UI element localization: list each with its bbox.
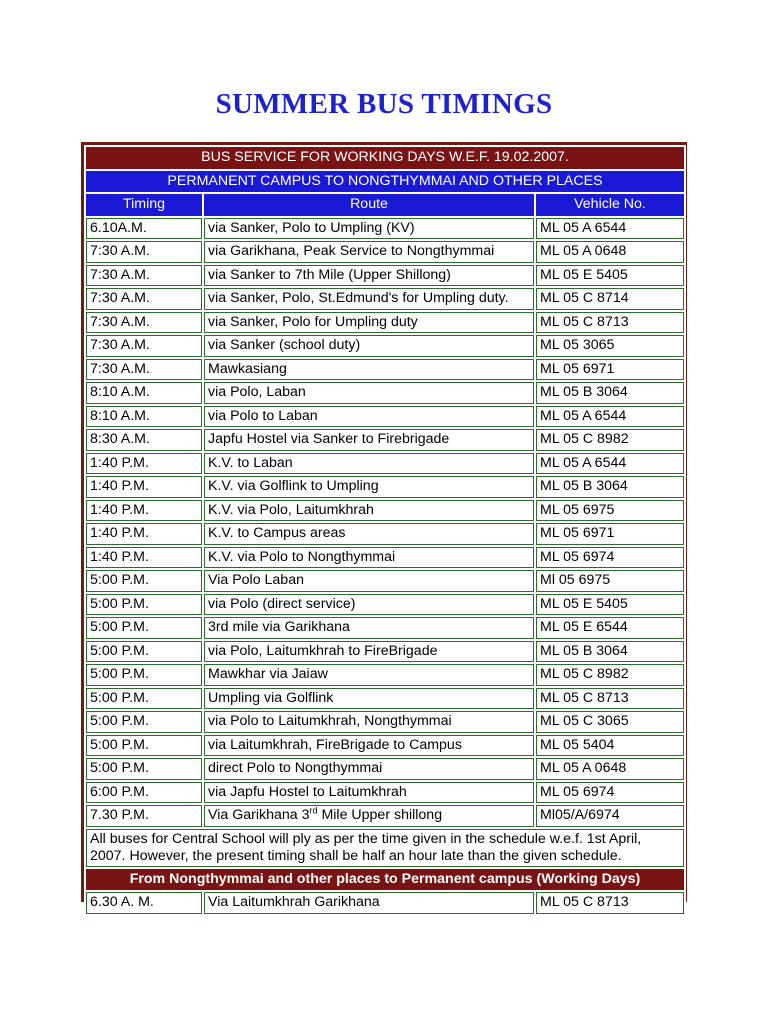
table-row [86,406,684,428]
timing-cell: 5:00 P.M. [86,641,202,663]
route-cell: via Sanker to 7th Mile (Upper Shillong) [204,265,534,287]
service-header: BUS SERVICE FOR WORKING DAYS W.E.F. 19.02.2007. [86,147,684,169]
table-row [86,523,684,545]
route-cell: K.V. via Polo, Laitumkhrah [204,500,534,522]
table-row [86,382,684,404]
vehicle-cell: ML 05 B 3064 [536,476,684,498]
timing-cell: 7.30 P.M. [86,805,202,827]
timing-cell: 5:00 P.M. [86,570,202,592]
timing-cell: 5:00 P.M. [86,617,202,639]
vehicle-cell: ML 05 A 0648 [536,241,684,263]
timing-cell: 7:30 A.M. [86,241,202,263]
route-text: Via Garikhana 3 [208,807,310,824]
vehicle-cell: ML 05 C 8982 [536,664,684,686]
route-cell: direct Polo to Nongthymmai [204,758,534,780]
table-row [86,218,684,240]
vehicle-cell: ML 05 C 3065 [536,711,684,733]
table-row [86,312,684,334]
table-row [86,711,684,733]
route-cell: via Sanker (school duty) [204,335,534,357]
timing-cell: 7:30 A.M. [86,359,202,381]
route-cell [204,805,534,827]
vehicle-cell: ML 05 C 8714 [536,288,684,310]
table-row [86,429,684,451]
table-row [86,617,684,639]
vehicle-cell: Ml05/A/6974 [536,805,684,827]
page-title: SUMMER BUS TIMINGS [215,88,553,120]
route-cell: via Polo to Laitumkhrah, Nongthymmai [204,711,534,733]
timing-cell: 7:30 A.M. [86,265,202,287]
vehicle-cell: Ml 05 6975 [536,570,684,592]
vehicle-cell: ML 05 6974 [536,782,684,804]
vehicle-cell: ML 05 C 8713 [536,688,684,710]
timing-cell: 6.30 A. M. [86,892,202,914]
timing-cell: 1:40 P.M. [86,500,202,522]
route-text: Mile Upper shillong [317,807,443,824]
timing-cell: 1:40 P.M. [86,523,202,545]
timing-cell: 7:30 A.M. [86,288,202,310]
vehicle-cell: ML 05 C 8713 [536,312,684,334]
timing-cell: 8:30 A.M. [86,429,202,451]
bus-timings-table [84,145,686,916]
route-cell: 3rd mile via Garikhana [204,617,534,639]
route-cell: Mawkhar via Jaiaw [204,664,534,686]
route-cell: Via Polo Laban [204,570,534,592]
route-cell: K.V. via Golflink to Umpling [204,476,534,498]
timing-cell: 5:00 P.M. [86,664,202,686]
table-row [86,641,684,663]
timing-cell: 1:40 P.M. [86,453,202,475]
vehicle-cell: ML 05 6974 [536,547,684,569]
table-row [86,782,684,804]
vehicle-cell: ML 05 E 5405 [536,265,684,287]
table-header-row [86,147,684,169]
timing-cell: 7:30 A.M. [86,335,202,357]
table-row [86,594,684,616]
route-cell: via Sanker, Polo, St.Edmund's for Umpling duty. [204,288,534,310]
vehicle-cell: ML 05 6971 [536,359,684,381]
timing-cell: 5:00 P.M. [86,711,202,733]
route-cell: Mawkasiang [204,359,534,381]
column-header-route: Route [204,194,534,216]
timing-cell: 7:30 A.M. [86,312,202,334]
table-row [86,359,684,381]
vehicle-cell: ML 05 6971 [536,523,684,545]
schedule-note: All buses for Central School will ply as per the time given in the schedule w.e.f. 1st April, 2007. However, the present timing shall be half an hour late than the given schedule. [86,829,684,867]
timing-cell: 5:00 P.M. [86,735,202,757]
route-cell: K.V. via Polo to Nongthymmai [204,547,534,569]
timing-cell: 5:00 P.M. [86,688,202,710]
vehicle-cell: ML 05 A 0648 [536,758,684,780]
direction-header: PERMANENT CAMPUS TO NONGTHYMMAI AND OTHER PLACES [86,171,684,193]
vehicle-cell: ML 05 A 6544 [536,453,684,475]
route-cell: via Sanker, Polo for Umpling duty [204,312,534,334]
table-row [86,570,684,592]
column-header-vehicle: Vehicle No. [536,194,684,216]
vehicle-cell: ML 05 C 8713 [536,892,684,914]
vehicle-cell: ML 05 C 8982 [536,429,684,451]
timing-cell: 5:00 P.M. [86,758,202,780]
table-row [86,892,684,914]
route-cell: K.V. to Laban [204,453,534,475]
table-row [86,335,684,357]
vehicle-cell: ML 05 E 6544 [536,617,684,639]
route-cell: via Laitumkhrah, FireBrigade to Campus [204,735,534,757]
vehicle-cell: ML 05 B 3064 [536,382,684,404]
timing-cell: 1:40 P.M. [86,476,202,498]
table-row [86,547,684,569]
table-row [86,758,684,780]
ordinal-suffix: rd [309,805,318,816]
timing-cell: 5:00 P.M. [86,594,202,616]
route-cell: K.V. to Campus areas [204,523,534,545]
vehicle-cell: ML 05 A 6544 [536,406,684,428]
route-cell: via Sanker, Polo to Umpling (KV) [204,218,534,240]
return-direction-header: From Nongthymmai and other places to Permanent campus (Working Days) [86,869,684,891]
note-row [86,829,684,867]
timing-cell: 8:10 A.M. [86,406,202,428]
table-row [86,688,684,710]
vehicle-cell: ML 05 3065 [536,335,684,357]
vehicle-cell: ML 05 E 5405 [536,594,684,616]
vehicle-cell: ML 05 B 3064 [536,641,684,663]
table-row [86,500,684,522]
route-cell: via Polo (direct service) [204,594,534,616]
table-row [86,453,684,475]
route-cell: via Garikhana, Peak Service to Nongthymmai [204,241,534,263]
timing-cell: 6.10A.M. [86,218,202,240]
table-row [86,241,684,263]
route-cell: via Polo, Laban [204,382,534,404]
table-row [86,805,684,827]
table-header-row [86,171,684,193]
table-row [86,735,684,757]
timing-cell: 6:00 P.M. [86,782,202,804]
route-cell: Umpling via Golflink [204,688,534,710]
timing-cell: 1:40 P.M. [86,547,202,569]
route-cell: Japfu Hostel via Sanker to Firebrigade [204,429,534,451]
column-header-row [86,194,684,216]
route-cell: via Polo to Laban [204,406,534,428]
table-header-row [86,869,684,891]
table-row [86,288,684,310]
vehicle-cell: ML 05 6975 [536,500,684,522]
route-cell: via Japfu Hostel to Laitumkhrah [204,782,534,804]
table-row [86,265,684,287]
column-header-timing: Timing [86,194,202,216]
vehicle-cell: ML 05 A 6544 [536,218,684,240]
vehicle-cell: ML 05 5404 [536,735,684,757]
timing-cell: 8:10 A.M. [86,382,202,404]
route-cell: via Polo, Laitumkhrah to FireBrigade [204,641,534,663]
route-cell: Via Laitumkhrah Garikhana [204,892,534,914]
table-row [86,664,684,686]
table-row [86,476,684,498]
